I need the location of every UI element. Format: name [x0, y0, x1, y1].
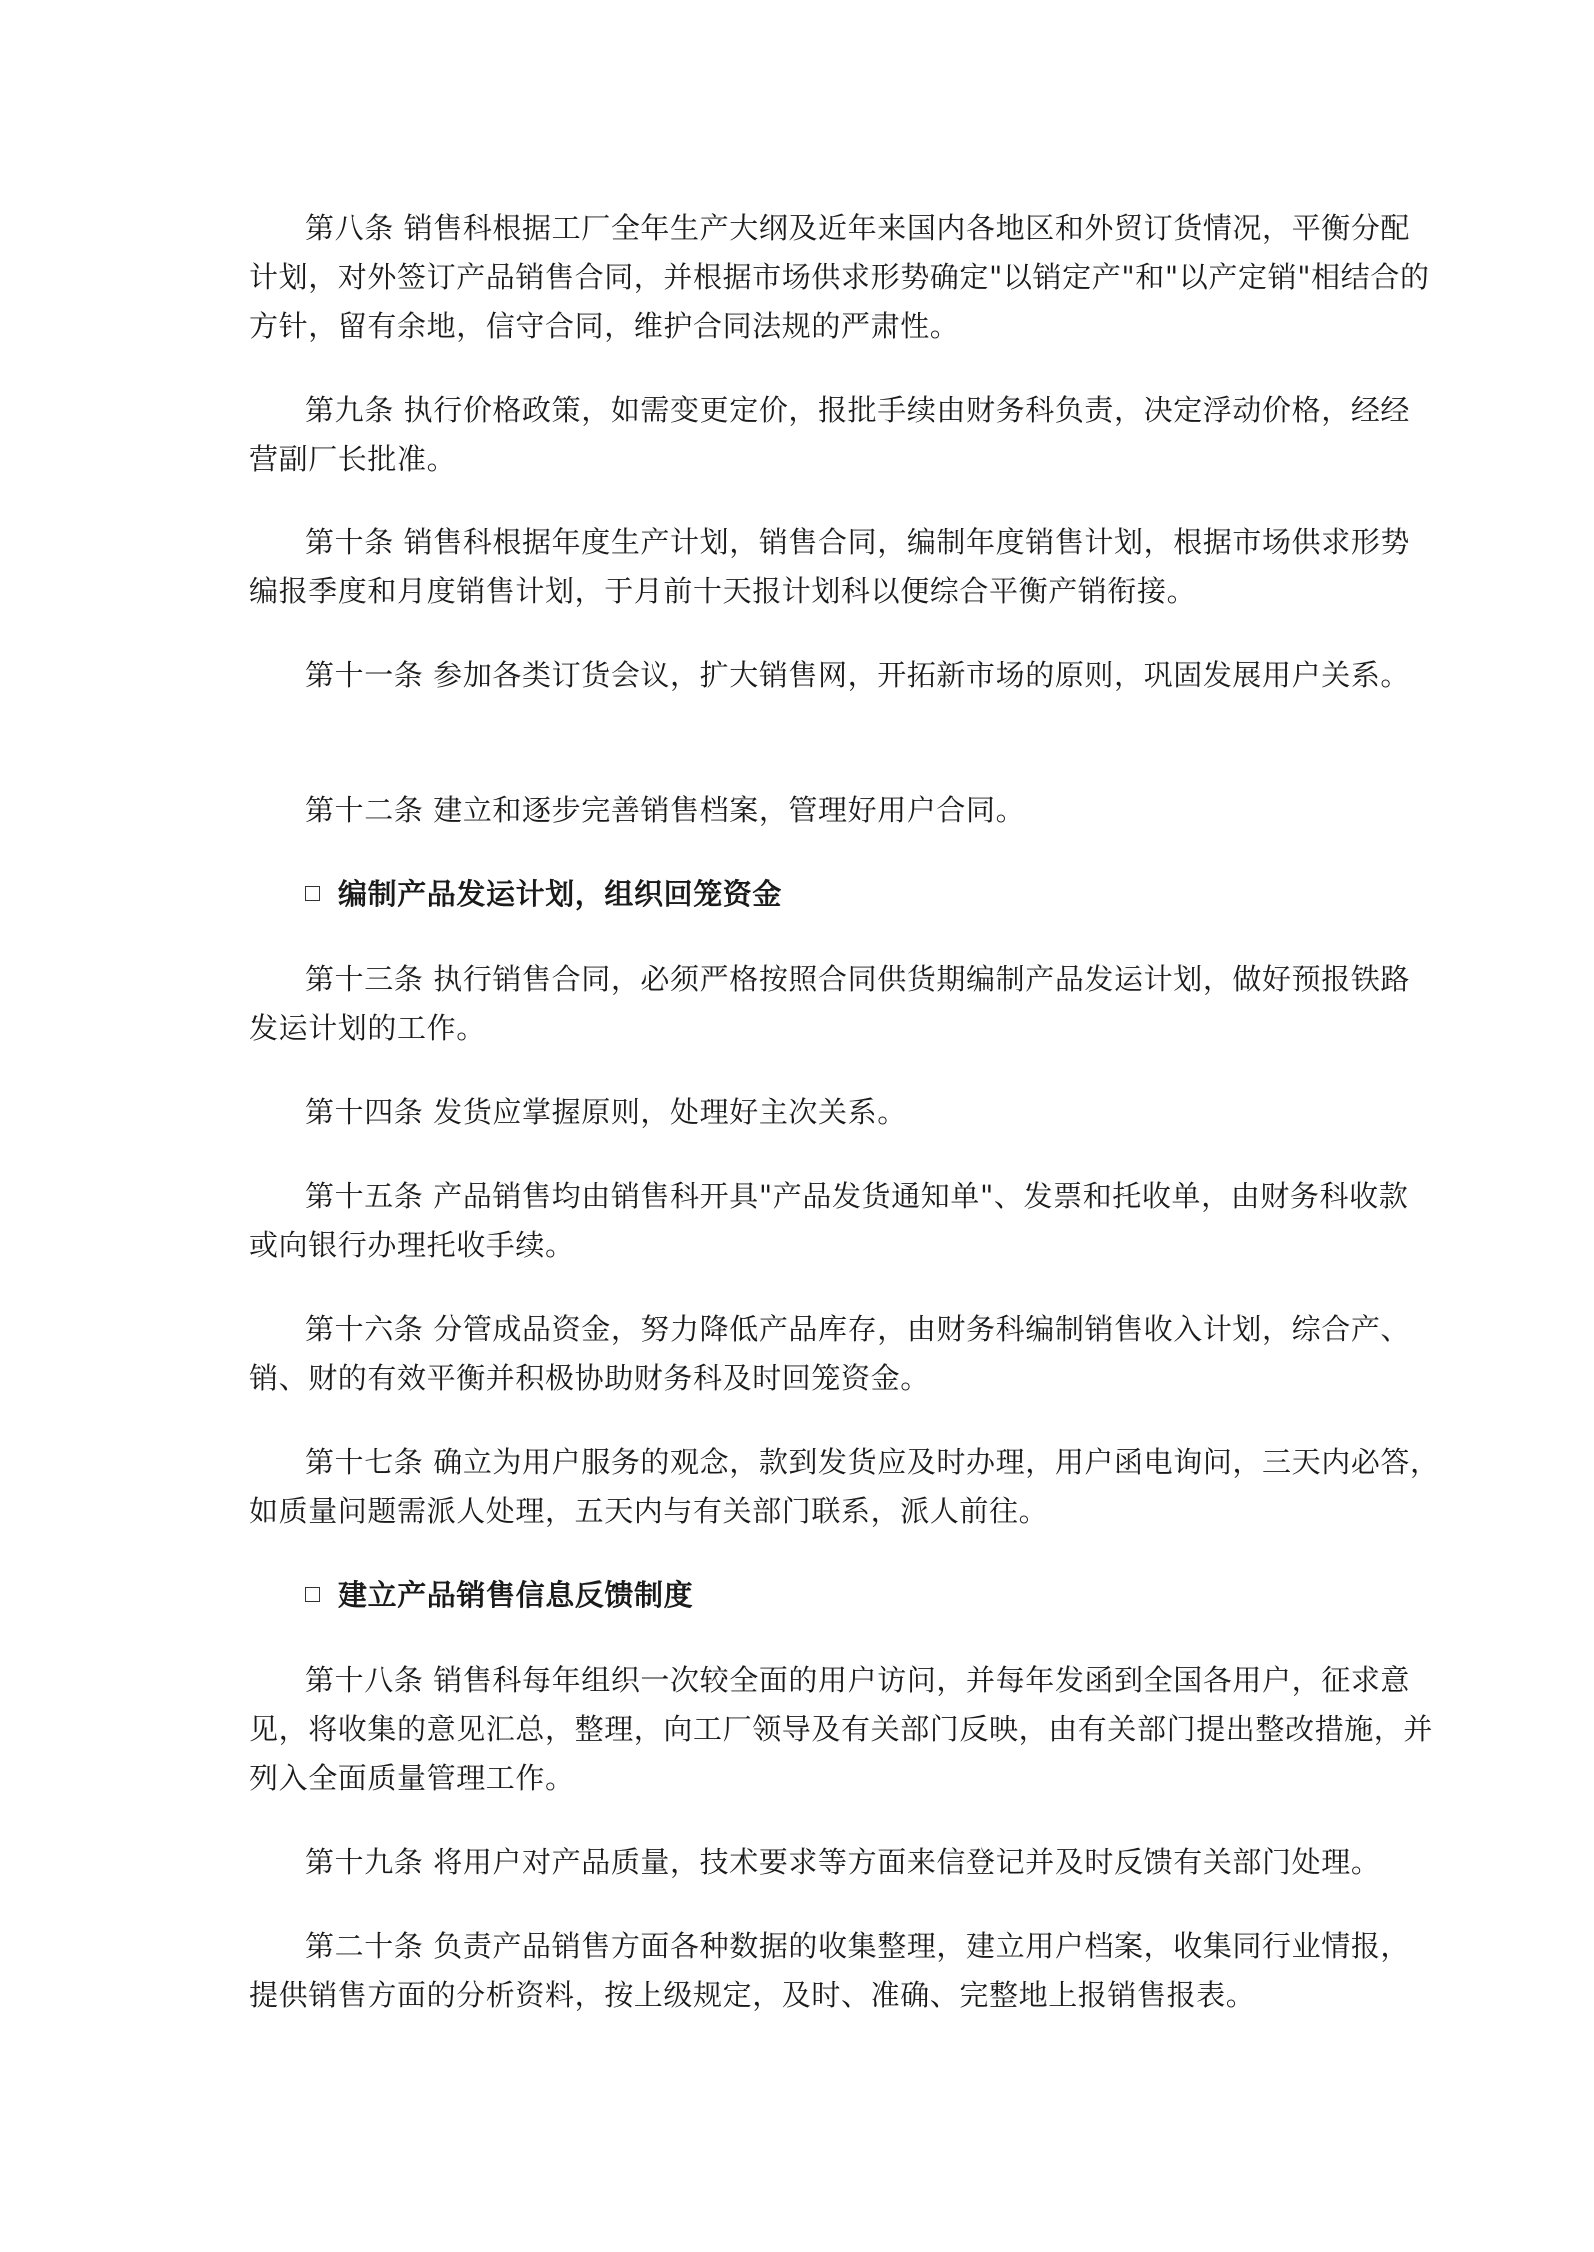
article-17-line-1: 第十七条 确立为用户服务的观念，款到发货应及时办理，用户函电询问，三天内必答， [305, 1445, 1440, 1479]
article-20 [249, 1922, 1411, 2020]
article-18-line-3: 列入全面质量管理工作。 [249, 1761, 575, 1795]
article-16 [249, 1305, 1411, 1403]
article-15 [249, 1172, 1409, 1270]
article-11 [249, 651, 1411, 700]
article-16-line-1: 第十六条 分管成品资金，努力降低产品库存，由财务科编制销售收入计划，综合产、 [305, 1312, 1411, 1346]
article-18-line-2: 见，将收集的意见汇总，整理，向工厂领导及有关部门反映，由有关部门提出整改措施，并 [249, 1712, 1434, 1746]
article-8 [249, 204, 1430, 351]
article-11-line-1: 第十一条 参加各类订货会议，扩大销售网，开拓新市场的原则，巩固发展用户关系。 [305, 658, 1411, 692]
article-12 [249, 786, 1359, 835]
article-18 [249, 1656, 1434, 1803]
article-17 [249, 1438, 1440, 1536]
section-heading-shipping-text: 编制产品发运计划，组织回笼资金 [338, 877, 783, 911]
article-20-line-1: 第二十条 负责产品销售方面各种数据的收集整理，建立用户档案，收集同行业情报， [305, 1929, 1411, 1963]
article-15-line-1: 第十五条 产品销售均由销售科开具"产品发货通知单"、发票和托收单，由财务科收款 [305, 1179, 1409, 1213]
section-heading-feedback [305, 1571, 693, 1620]
article-12-line-1: 第十二条 建立和逐步完善销售档案，管理好用户合同。 [305, 793, 1026, 827]
article-8-line-2: 计划，对外签订产品销售合同，并根据市场供求形势确定"以销定产"和"以产定销"相结合的 [249, 260, 1430, 294]
article-10-line-2: 编报季度和月度销售计划，于月前十天报计划科以便综合平衡产销衔接。 [249, 574, 1197, 608]
article-18-line-1: 第十八条 销售科每年组织一次较全面的用户访问，并每年发函到全国各用户，征求意 [305, 1663, 1411, 1697]
article-9-line-1: 第九条 执行价格政策，如需变更定价，报批手续由财务科负责，决定浮动价格，经经 [305, 393, 1411, 427]
article-14 [249, 1088, 1359, 1137]
article-16-line-2: 销、财的有效平衡并积极协助财务科及时回笼资金。 [249, 1361, 930, 1395]
article-17-line-2: 如质量问题需派人处理，五天内与有关部门联系，派人前往。 [249, 1494, 1049, 1528]
article-19-line-1: 第十九条 将用户对产品质量，技术要求等方面来信登记并及时反馈有关部门处理。 [305, 1845, 1381, 1879]
article-10-line-1: 第十条 销售科根据年度生产计划，销售合同，编制年度销售计划，根据市场供求形势 [305, 525, 1411, 559]
article-13-line-1: 第十三条 执行销售合同，必须严格按照合同供货期编制产品发运计划，做好预报铁路 [305, 962, 1411, 996]
article-8-line-3: 方针，留有余地，信守合同，维护合同法规的严肃性。 [249, 309, 960, 343]
section-heading-shipping [305, 870, 782, 919]
article-9-line-2: 营副厂长批准。 [249, 442, 457, 476]
article-20-line-2: 提供销售方面的分析资料，按上级规定，及时、准确、完整地上报销售报表。 [249, 1978, 1256, 2012]
article-8-line-1: 第八条 销售科根据工厂全年生产大纲及近年来国内各地区和外贸订货情况，平衡分配 [305, 211, 1411, 245]
article-9 [249, 386, 1411, 484]
article-13 [249, 955, 1411, 1053]
article-15-line-2: 或向银行办理托收手续。 [249, 1228, 575, 1262]
article-14-line-1: 第十四条 发货应掌握原则，处理好主次关系。 [305, 1095, 907, 1129]
article-19 [249, 1838, 1381, 1887]
checkbox-square-icon [305, 886, 320, 901]
article-13-line-2: 发运计划的工作。 [249, 1011, 486, 1045]
checkbox-square-icon [305, 1587, 320, 1602]
section-heading-feedback-text: 建立产品销售信息反馈制度 [338, 1578, 694, 1612]
article-10 [249, 518, 1411, 616]
